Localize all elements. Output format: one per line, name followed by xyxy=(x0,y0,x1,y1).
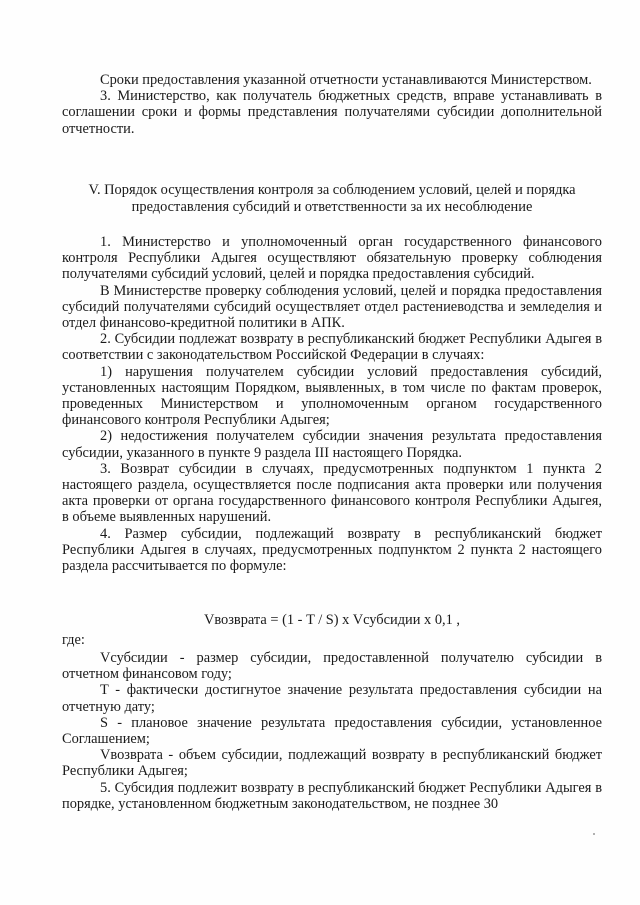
scan-speck xyxy=(593,833,595,835)
paragraph-refund-after-inspection: 3. Возврат субсидии в случаях, предусмотренных подпунктом 1 пункта 2 настоящего раздела, осуществляется после подписания акта проверки или получения акта проверки от органа государственного финансового контроля Республики Адыгея, в объеме выявленных нарушений. xyxy=(62,460,602,526)
paragraph-violation-case: 1) нарушения получателем субсидии условий предоставления субсидий, установленных настоящим Порядком, выявленных, в том числе по фактам проверок, проведенных Министерством и уполномоченным органом государственного финансового контроля Республики Адыгея; xyxy=(62,363,602,429)
paragraph-control-check: 1. Министерство и уполномоченный орган государственного финансового контроля Республики Адыгея осуществляют обязательную проверку соблюдения получателями субсидий условий, целей и порядка предоставления субсидий. xyxy=(62,234,602,283)
definition-s: S - плановое значение результата предоставления субсидии, установленное Соглашением; xyxy=(62,714,602,748)
definition-v-refund: Vвозврата - объем субсидии, подлежащий возврату в республиканский бюджет Республики Адыгея; xyxy=(62,747,602,780)
definition-t: T - фактически достигнутое значение результата предоставления субсидии на отчетную дату; xyxy=(62,682,602,715)
paragraph-ministry-departments: В Министерстве проверку соблюдения условий, целей и порядка предоставления субсидий получателями субсидий осуществляет отдел растениеводства и земледелия и отдел финансово-кредитной политики в АПК. xyxy=(62,282,602,332)
paragraph-refund-cases: 2. Субсидии подлежат возврату в республиканский бюджет Республики Адыгея в соответствии с законодательством Российской Федерации в случаях: xyxy=(62,331,602,364)
refund-formula: Vвозврата = (1 - T / S) x Vсубсидии x 0,1 , xyxy=(203,612,461,628)
paragraph-refund-amount: 4. Размер субсидии, подлежащий возврату в республиканский бюджет Республики Адыгея в случаях, предусмотренных подпунктом 2 пункта 2 настоящего раздела рассчитывается по формуле: xyxy=(62,525,602,575)
where-label: где: xyxy=(62,632,85,648)
top-paragraphs xyxy=(62,72,602,137)
formula-definitions xyxy=(62,650,602,812)
paragraph-refund-deadline: 5. Субсидия подлежит возврату в республиканский бюджет Республики Адыгея в порядке, установленном бюджетным законодательством, не позднее 30 xyxy=(62,779,602,812)
definition-v-subsidy: Vсубсидии - размер субсидии, предоставленной получателю субсидии в отчетном финансовом году; xyxy=(62,650,602,683)
paragraph-result-not-achieved: 2) недостижения получателем субсидии значения результата предоставления субсидии, указанного в пункте 9 раздела III настоящего Порядка. xyxy=(62,428,602,461)
section-heading: V. Порядок осуществления контроля за соблюдением условий, целей и порядка предоставления субсидий и ответственности за их несоблюдение xyxy=(88,182,576,215)
paragraph-additional-reporting: 3. Министерство, как получатель бюджетных средств, вправе устанавливать в соглашении сроки и формы представления получателями субсидии дополнительной отчетности. xyxy=(62,88,602,137)
paragraph-reporting-deadlines: Сроки предоставления указанной отчетности устанавливаются Министерством. xyxy=(100,72,592,88)
main-paragraphs xyxy=(62,234,602,574)
